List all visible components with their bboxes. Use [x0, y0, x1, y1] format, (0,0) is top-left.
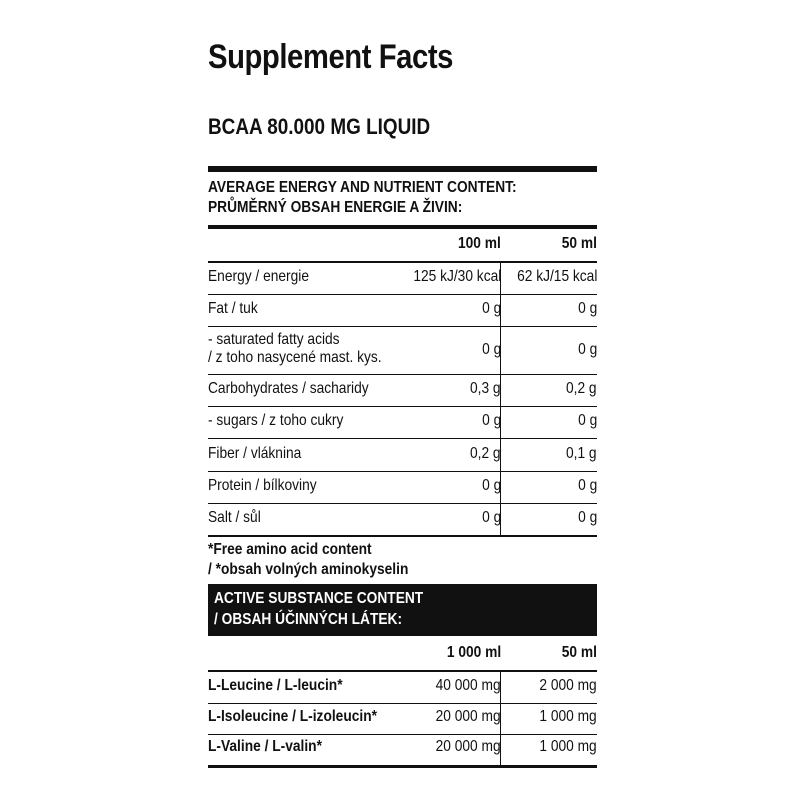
- row-value-1000ml: 20 000 mg: [435, 708, 501, 725]
- row-value-100ml: 125 kJ/30 kcal: [413, 268, 501, 285]
- footnote-cz: / *obsah volných aminokyselin: [208, 561, 409, 578]
- table-row: [208, 412, 597, 436]
- row-label: Carbohydrates / sacharidy: [208, 380, 369, 397]
- row-divider: [208, 471, 597, 472]
- product-name: BCAA 80.000 MG LIQUID: [208, 114, 431, 139]
- active-heading-en: ACTIVE SUBSTANCE CONTENT: [214, 590, 424, 607]
- table-row: [208, 509, 597, 533]
- row-divider: [208, 503, 597, 504]
- active-heading-text: [214, 588, 423, 630]
- row-divider: [208, 703, 597, 704]
- row-divider: [208, 438, 597, 439]
- row-value-1000ml: 40 000 mg: [435, 677, 501, 694]
- row-label: L-Leucine / L-leucin*: [208, 677, 343, 694]
- row-value-50ml: 0 g: [577, 412, 597, 429]
- row-value-100ml: 0,3 g: [470, 380, 501, 397]
- row-value-100ml: 0 g: [481, 412, 501, 429]
- table-row: [208, 445, 597, 469]
- top-divider: [208, 166, 597, 172]
- nutrient-section-heading: [208, 178, 517, 218]
- column-header-50ml: 50 ml: [561, 235, 597, 252]
- row-value-50ml: 0,1 g: [566, 445, 597, 462]
- footnote: [208, 540, 408, 580]
- row-value-50ml: 0 g: [577, 509, 597, 526]
- row-value-100ml: 0 g: [481, 341, 501, 358]
- row-divider: [208, 294, 597, 295]
- table-row: [208, 331, 597, 371]
- table-row: [208, 300, 597, 324]
- divider: [208, 225, 597, 229]
- row-value-100ml: 0 g: [481, 477, 501, 494]
- row-divider: [208, 326, 597, 327]
- table-row: [208, 268, 597, 292]
- row-label: Salt / sůl: [208, 509, 261, 526]
- page-title: Supplement Facts: [208, 38, 453, 76]
- table-row: [208, 380, 597, 404]
- row-value-100ml: 0 g: [481, 509, 501, 526]
- row-label: L-Valine / L-valin*: [208, 738, 322, 755]
- row-value-100ml: 0 g: [481, 300, 501, 317]
- table-row: [208, 738, 597, 762]
- row-divider: [208, 734, 597, 735]
- row-value-50ml: 0 g: [577, 341, 597, 358]
- active-heading-cz: / OBSAH ÚČINNÝCH LÁTEK:: [214, 611, 403, 628]
- row-label: Fat / tuk: [208, 300, 258, 317]
- row-divider: [208, 374, 597, 375]
- nutrient-column-headers: [208, 235, 597, 259]
- row-value-50ml: 1 000 mg: [539, 738, 597, 755]
- row-value-50ml: 62 kJ/15 kcal: [516, 268, 597, 285]
- row-label: Energy / energie: [208, 268, 309, 285]
- bottom-divider: [208, 765, 597, 768]
- row-label: L-Isoleucine / L-izoleucin*: [208, 708, 377, 725]
- table-row: [208, 477, 597, 501]
- row-label: Protein / bílkoviny: [208, 477, 317, 494]
- footnote-en: *Free amino acid content: [208, 541, 372, 558]
- row-value-50ml: 0,2 g: [566, 380, 597, 397]
- table-row: [208, 708, 597, 732]
- column-header-50ml: 50 ml: [561, 644, 597, 661]
- active-column-headers: [208, 644, 597, 668]
- table-row: [208, 677, 597, 701]
- nutrient-heading-cz: PRŮMĚRNÝ OBSAH ENERGIE A ŽIVIN:: [208, 199, 463, 216]
- row-value-100ml: 0,2 g: [470, 445, 501, 462]
- nutrient-heading-en: AVERAGE ENERGY AND NUTRIENT CONTENT:: [208, 179, 517, 196]
- active-section-heading: [208, 584, 597, 636]
- row-label: Fiber / vláknina: [208, 445, 302, 462]
- column-header-100ml: 100 ml: [458, 235, 501, 252]
- row-divider: [208, 406, 597, 407]
- row-label: - saturated fatty acids: [208, 331, 340, 348]
- row-value-50ml: 2 000 mg: [539, 677, 597, 694]
- row-value-50ml: 0 g: [577, 477, 597, 494]
- row-label-cz: / z toho nasycené mast. kys.: [208, 349, 382, 366]
- divider: [208, 535, 597, 537]
- row-value-50ml: 0 g: [577, 300, 597, 317]
- column-header-1000ml: 1 000 ml: [446, 644, 501, 661]
- row-value-1000ml: 20 000 mg: [435, 738, 501, 755]
- row-label: - sugars / z toho cukry: [208, 412, 344, 429]
- divider: [208, 670, 597, 672]
- row-value-50ml: 1 000 mg: [539, 708, 597, 725]
- divider: [208, 261, 597, 263]
